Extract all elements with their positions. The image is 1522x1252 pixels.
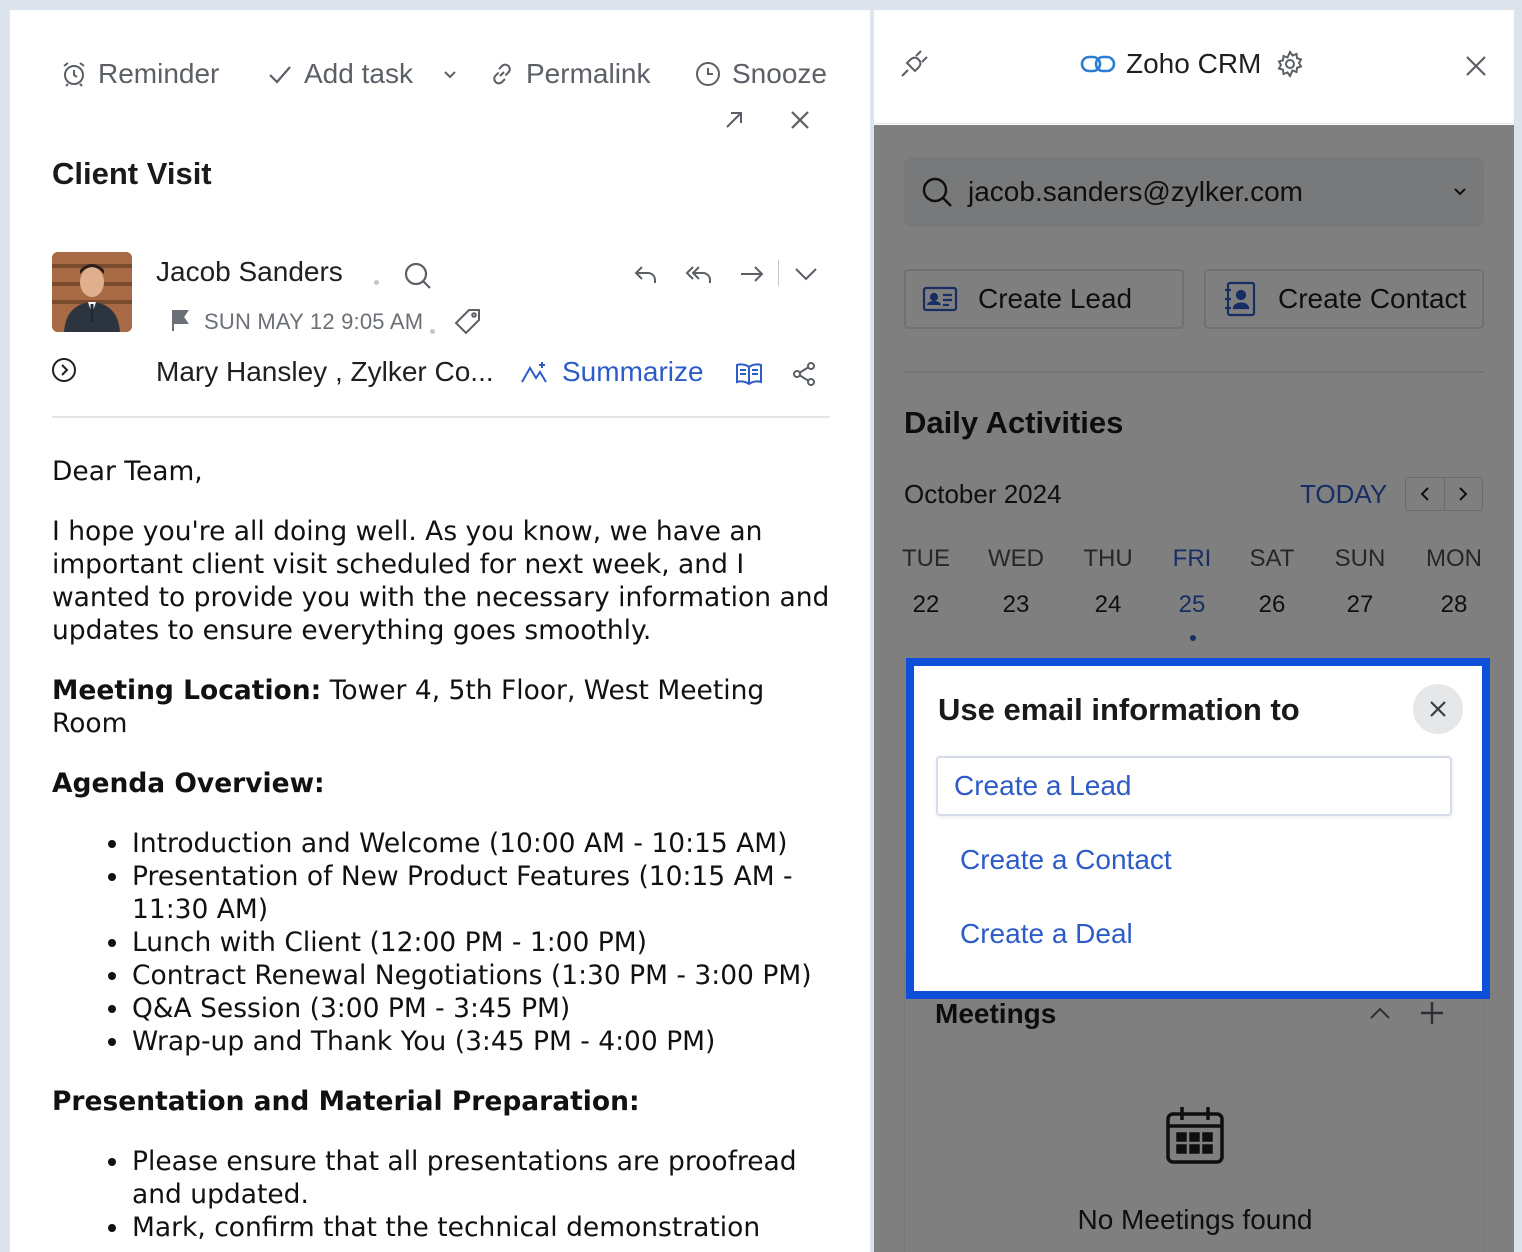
flag-button[interactable] — [166, 306, 194, 334]
share-button[interactable] — [788, 358, 820, 390]
chevron-right-circle-icon — [51, 357, 77, 383]
prep-heading: Presentation and Material Preparation: — [52, 1086, 640, 1117]
ai-sparkle-icon — [520, 358, 552, 386]
avatar[interactable] — [52, 252, 132, 332]
integration-plug-button[interactable] — [894, 44, 934, 84]
permalink-button[interactable] — [488, 54, 650, 94]
crm-pane — [874, 10, 1514, 1252]
add-task-dropdown[interactable] — [438, 60, 462, 88]
plug-icon — [898, 48, 930, 80]
create-a-lead-option[interactable]: Create a Lead — [936, 756, 1452, 816]
sender-name[interactable]: Jacob Sanders — [156, 256, 343, 287]
crm-title-group — [1080, 42, 1305, 86]
close-mail-button[interactable] — [784, 104, 816, 136]
arrow-right-icon — [738, 261, 766, 287]
location-value: Tower 4, 5th Floor, West Meeting Room — [52, 675, 765, 739]
list-item: Presentation of New Product Features (10:15 AM - 11:30 AM) — [132, 860, 842, 926]
close-icon — [1428, 699, 1448, 719]
more-actions-button[interactable] — [790, 258, 822, 290]
header-divider — [52, 416, 830, 418]
reminder-label: Reminder — [98, 58, 220, 89]
gear-icon[interactable] — [1275, 49, 1305, 79]
reminder-button[interactable] — [60, 54, 219, 94]
list-item: Wrap-up and Thank You (3:45 PM - 4:00 PM) — [132, 1025, 842, 1058]
flag-icon — [169, 308, 191, 332]
greeting: Dear Team, — [52, 456, 203, 487]
mail-pane — [10, 10, 870, 1252]
search-icon — [403, 261, 433, 291]
crm-title: Zoho CRM — [1126, 48, 1262, 79]
snooze-label: Snooze — [732, 58, 827, 89]
list-item: Q&A Session (3:00 PM - 3:45 PM) — [132, 992, 842, 1025]
email-info-popup — [906, 658, 1490, 999]
alarm-clock-icon — [60, 60, 88, 88]
reply-all-button[interactable] — [682, 258, 716, 290]
pop-out-button[interactable] — [718, 104, 750, 136]
location-label: Meeting Location: — [52, 675, 322, 706]
list-item: Mark, confirm that the technical demonstration — [132, 1211, 842, 1244]
recipients[interactable]: Mary Hansley , Zylker Co... — [156, 356, 494, 387]
tag-button[interactable] — [450, 306, 486, 338]
mail-date: SUN MAY 12 9:05 AM — [204, 309, 424, 334]
add-task-button[interactable] — [266, 54, 413, 94]
popup-close-button[interactable] — [1413, 684, 1463, 734]
sender-photo — [52, 252, 132, 332]
add-task-label: Add task — [304, 58, 413, 89]
reading-mode-button[interactable] — [732, 358, 766, 390]
chevron-down-icon — [793, 261, 819, 287]
agenda-heading: Agenda Overview: — [52, 768, 325, 799]
zoho-crm-logo-icon — [1080, 52, 1116, 76]
list-item: Please ensure that all presentations are proofread and updated. — [132, 1145, 842, 1211]
list-item: Contract Renewal Negotiations (1:30 PM - 3:00 PM) — [132, 959, 842, 992]
share-icon — [791, 361, 817, 387]
reply-icon — [633, 261, 659, 287]
mail-body — [52, 455, 842, 1252]
prep-list — [52, 1145, 842, 1244]
chevron-down-icon — [442, 66, 458, 82]
reply-all-icon — [684, 261, 714, 287]
crm-header — [874, 10, 1514, 124]
permalink-label: Permalink — [526, 58, 651, 89]
create-a-deal-option[interactable]: Create a Deal — [960, 918, 1133, 949]
arrow-up-right-icon — [722, 108, 746, 132]
list-item: Introduction and Welcome (10:00 AM - 10:15 AM) — [132, 827, 842, 860]
action-divider — [778, 260, 779, 286]
link-icon — [488, 60, 516, 88]
close-crm-button[interactable] — [1458, 48, 1494, 84]
summarize-label: Summarize — [562, 356, 704, 387]
tag-icon — [453, 307, 483, 337]
popup-title: Use email information to — [938, 692, 1300, 727]
close-icon — [788, 108, 812, 132]
create-a-contact-option[interactable]: Create a Contact — [960, 844, 1172, 875]
separator-dot — [374, 280, 379, 285]
list-item: Lunch with Client (12:00 PM - 1:00 PM) — [132, 926, 842, 959]
summarize-button[interactable] — [520, 356, 704, 388]
intro-paragraph: I hope you're all doing well. As you know, we have an important client visit scheduled for next week, and I wanted to provide you with the necessary information and updates to ensure everything goes smoothly. — [52, 516, 830, 646]
separator-dot — [430, 329, 435, 334]
clock-icon — [694, 60, 722, 88]
close-icon — [1464, 54, 1488, 78]
book-open-icon — [735, 362, 763, 386]
sender-search-button[interactable] — [400, 258, 436, 294]
check-icon — [266, 60, 294, 88]
agenda-list — [52, 827, 842, 1058]
expand-details-button[interactable] — [48, 354, 80, 386]
forward-button[interactable] — [736, 258, 768, 290]
location-paragraph — [52, 674, 842, 740]
snooze-button[interactable] — [694, 54, 827, 94]
mail-subject: Client Visit — [52, 156, 212, 191]
reply-button[interactable] — [630, 258, 662, 290]
